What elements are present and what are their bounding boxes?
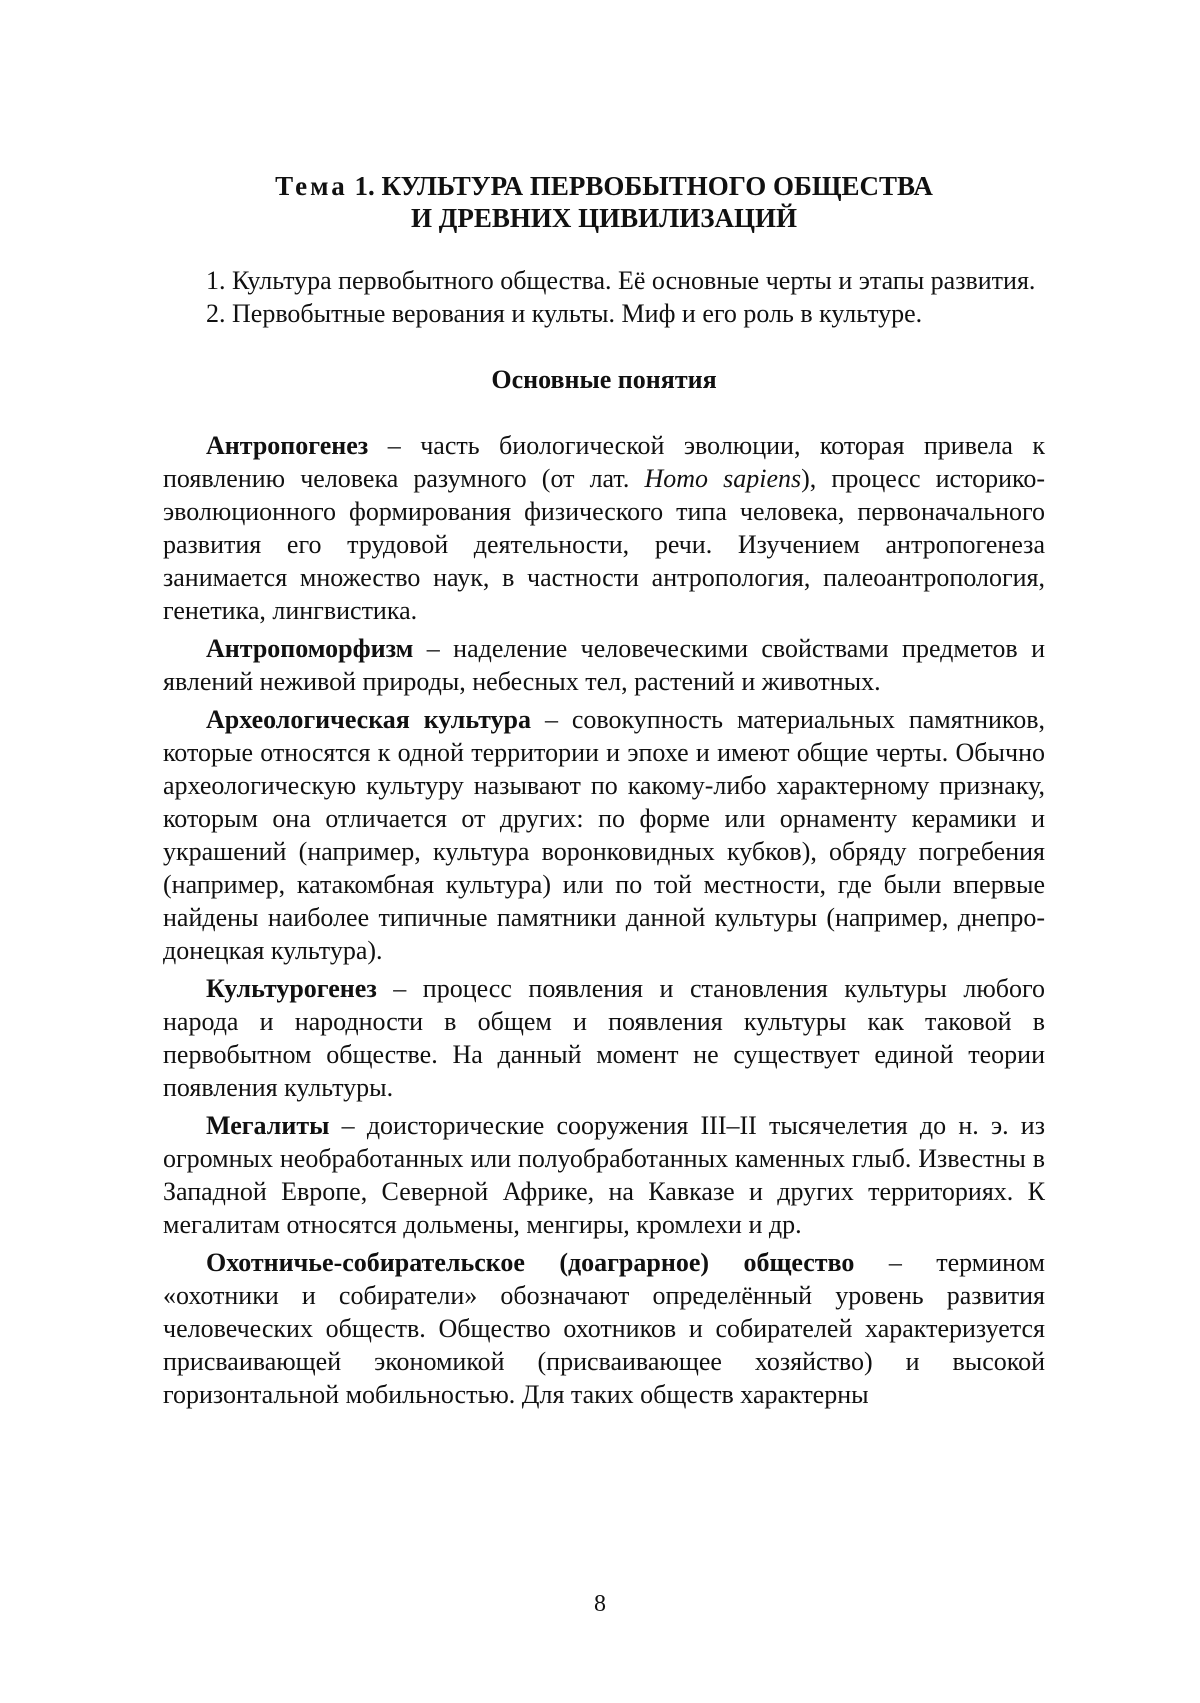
glossary-definition: – наделение человеческими свойствами предметов и явлений неживой природы, небесных тел, растений и животных. xyxy=(163,634,1045,696)
glossary-definition-continued: ), процесс историко-эволюционного формирования физического типа человека, первоначального развития его трудовой деятельности, речи. Изучением антропогенеза занимается множество наук, в частности антропология, палеоантропология, генетика, лингвистика. xyxy=(163,464,1045,625)
glossary-entry xyxy=(163,1246,1045,1411)
latin-term: Homo sapiens xyxy=(644,464,802,493)
glossary-entry xyxy=(163,703,1045,967)
glossary-definition: – часть биологической эволюции, которая привела к появлению человека разумного (от лат. xyxy=(163,431,1045,493)
page-content xyxy=(163,170,1045,1416)
glossary-definition: – термином «охотники и собиратели» обозначают определённый уровень развития человеческих обществ. Общество охотников и собирателей характеризуется присваивающей экономикой (присваивающее хозяйство) и высокой горизонтальной мобильностью. Для таких обществ характерны xyxy=(163,1248,1046,1409)
glossary-definition: – совокупность материальных памятников, которые относятся к одной территории и эпохе и имеют общие черты. Обычно археологическую культуру называют по какому-либо характерному признаку, которым она отличается от других: по форме или орнаменту керамики и украшений (например, культура воронковидных кубков), обряду погребения (например, катакомбная культура) или по той местности, где были впервые найдены наиболее типичные памятники данной культуры (например, днепро-донецкая культура). xyxy=(163,705,1045,965)
chapter-title xyxy=(163,170,1045,234)
glossary-entry xyxy=(163,1109,1045,1241)
glossary-definition: – процесс появления и становления культуры любого народа и народности в общем и появления культуры как таковой в первобытном обществе. На данный момент не существует единой теории появления культуры. xyxy=(163,974,1045,1102)
glossary-term: Охотничье-собирательское (доаграрное) общество xyxy=(206,1248,855,1277)
glossary-entry xyxy=(163,429,1045,627)
chapter-title-prefix: Тема xyxy=(275,171,348,201)
glossary-entry xyxy=(163,972,1045,1104)
plan-item-1: 1. Культура первобытного общества. Её основные черты и этапы развития. xyxy=(206,266,1036,295)
glossary xyxy=(163,429,1045,1411)
topic-plan xyxy=(163,264,1045,330)
chapter-title-line-1 xyxy=(275,171,933,201)
glossary-term: Антропоморфизм xyxy=(206,634,414,663)
glossary-entry xyxy=(163,632,1045,698)
glossary-term: Археологическая культура xyxy=(206,705,532,734)
section-heading: Основные понятия xyxy=(491,365,717,394)
page-number: 8 xyxy=(594,1591,606,1617)
glossary-term: Мегалиты xyxy=(206,1111,330,1140)
chapter-title-line-2: И ДРЕВНИХ ЦИВИЛИЗАЦИЙ xyxy=(411,203,797,233)
plan-item-2: 2. Первобытные верования и культы. Миф и его роль в культуре. xyxy=(206,299,923,328)
glossary-definition: – доисторические сооружения III–II тысячелетия до н. э. из огромных необработанных или полуобработанных каменных глыб. Известны в Западной Европе, Северной Африке, на Кавказе и других территориях. К мегалитам относятся дольмены, менгиры, кромлехи и др. xyxy=(163,1111,1045,1239)
glossary-term: Антропогенез xyxy=(206,431,369,460)
glossary-term: Культурогенез xyxy=(206,974,377,1003)
chapter-title-main: 1. КУЛЬТУРА ПЕРВОБЫТНОГО ОБЩЕСТВА xyxy=(347,171,933,201)
